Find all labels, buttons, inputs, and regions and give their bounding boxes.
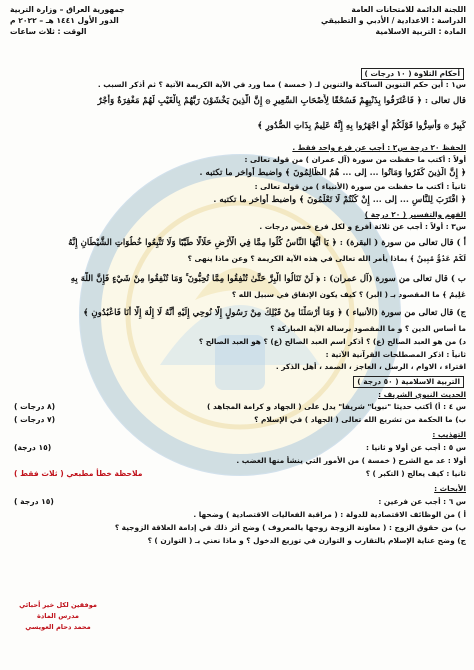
header-time: الوقت : ثلاث ساعات xyxy=(10,27,87,36)
q3-branch-a-part1: أ ) قال تعالى من سورة ( البقرة) : ﴿ يَا أَيُّهَا النَّاسُ كُلُوا مِمَّا فِي الْأَرْضِ حَلَالًا طَيِّبًا وَلَا تَتَّبِعُوا خُطُوَاتِ الشَّيْطَانِ إِنَّهُ xyxy=(68,238,466,248)
question-5-first: أولا : عد مع الشرح ( خمسة ) من الأمور التي ينشأ منها الغضب . xyxy=(236,456,466,465)
question-4b: ب) ما الحكمة من تشريع الله تعالى ( الجهاد ) في الإسلام ؟ xyxy=(254,415,466,424)
teacher-signature xyxy=(8,600,108,633)
section-research: الأبحاث : xyxy=(434,484,466,493)
q3-branch-a-part2: لَكُمْ عَدُوٌّ مُبِينٌ ﴾ بماذا يأمر الله تعالى في هذه الآية الكريمة ؟ وعن ماذا ينهى ؟ xyxy=(187,254,466,263)
q3-branch-b-part1: ب ) قال تعالى من سورة (آل عمران) : ﴿ لَنْ تَنَالُوا الْبِرَّ حَتَّىٰ تُنْفِقُوا مِمَّا تُحِبُّونَ ۚ وَمَا تُنْفِقُوا مِنْ شَيْءٍ فَإِنَّ اللَّهَ بِهِ xyxy=(70,274,466,284)
header-ministry: جمهورية العراق – وزارة التربية xyxy=(10,5,125,14)
signature-role: مدرس المادة xyxy=(37,612,79,620)
signature-greeting: موفقين لكل خير أحبائي xyxy=(19,601,97,609)
section-tahdheeb: التهذيب : xyxy=(432,430,466,439)
q4b-marks: ( ٧ درجات) xyxy=(14,415,56,424)
signature-name: محمد دحام العويسي xyxy=(25,623,91,631)
q3-branch-d: د) من هو العبد الصالح (ع) ؟ أذكر اسم العبد الصالح (ع) ؟ هو العبد الصالح ؟ xyxy=(198,337,466,346)
header-session: الدور الأول ١٤٤١ هـ – ٢٠٢٢ م xyxy=(10,16,119,25)
section-islamic-education: التربية الاسلامية ( ٥٠ درجة ) xyxy=(353,376,464,388)
section-hadith: الحديث النبوي الشريف : xyxy=(378,390,466,399)
q3-branch-c-part2: ما أساس الدين ؟ و ما المقصود برسالة الآية المباركة ؟ xyxy=(270,324,466,333)
q6-branch-b: ب) من حقوق الزوج : ( معاونة الزوجة زوجها بالمعروف ) وضح أثر ذلك في إدامة العلاقة الزوجية ؟ xyxy=(114,523,466,532)
q3-branch-b-part2: عَلِيمٌ ﴾ ما المقصود بـ ( البر) ؟ كيف يكون الإنفاق في سبيل الله ؟ xyxy=(231,290,466,299)
question-4a: س ٤ : أ) أكتب حديثا "نبويا" شريفا" يدل على ( الجهاد و كرامة المجاهد ) xyxy=(207,402,466,411)
question-1: س١ : أين حكم التنوين الساكنة والتنوين لـ ( خمسة ) مما ورد في الآية الكريمة الآتية ؟ ثم أذكر السبب . xyxy=(97,80,466,89)
question-6: س ٦ : أجب عن فرعين : xyxy=(378,497,466,506)
memorization-option-2: ثانياً : أكتب ما حفظت من سورة (الأنبياء ) من قوله تعالى : xyxy=(254,182,466,191)
header-subject: المادة : التربية الاسلامية xyxy=(375,27,466,36)
q6-branch-a: أ ) من الوظائف الاقتصادية للدولة : ( مراقبة الفعاليات الاقتصادية ) وضحها . xyxy=(193,510,466,519)
question-5: س ٥ : أجب عن أولا و ثانيا : xyxy=(366,443,466,452)
verse-q1-part1: قال تعالى : ﴿ فَاعْتَرَفُوا بِذَنْبِهِمْ فَسُحْقًا لِأَصْحَابِ السَّعِيرِ ۞ إِنَّ الَّذِينَ يَخْشَوْنَ رَبَّهُمْ بِالْغَيْبِ لَهُمْ مَغْفِرَةٌ وَأَجْرٌ xyxy=(97,96,466,106)
memorization-verse-2: ﴿ اقْتَرَبَ لِلنَّاسِ ... إلى ... إِنْ كُنْتُمْ لَا تَعْلَمُونَ ﴾ واضبط أواخر ما تكتبه . xyxy=(213,195,466,205)
section-memorization: الحفظ ٢٠ درجة س٢ : أجب عن فرع واحد فقط . xyxy=(292,143,466,152)
memorization-verse-1: ﴿ إِنَّ الَّذِينَ كَفَرُوا وَمَاتُوا ... إلى ... هُمُ الظَّالِمُونَ ﴾ واضبط أواخر ما تكتبه . xyxy=(199,168,466,178)
q3-terms-instruction: ثانياً : اذكر المصطلحات القرآنية الآتية : xyxy=(325,350,466,359)
q6-marks: ( ١٥ درجة) xyxy=(14,497,54,506)
q4a-marks: ( ٨ درجات) xyxy=(14,402,56,411)
verse-q1-part2: كَبِيرٌ ۞ وَأَسِرُّوا قَوْلَكُمْ أَوِ اجْهَرُوا بِهِ إِنَّهُ عَلِيمٌ بِذَاتِ الصُّدُورِ ﴾ xyxy=(257,121,466,131)
q5-marks: (١٥ درجة) xyxy=(14,443,52,452)
question-3: س٣ : أولاً : أجب عن ثلاثة أفرع و لكل فرع خمس درجات . xyxy=(259,222,466,231)
q3-terms-list: اقتراء ، الاوام ، الرسل ، العاجز ، الصمد ، أهل الذكر . xyxy=(275,362,466,371)
section-tajweed-title: أحكام التلاوة ( ١٠ درجات ) xyxy=(361,68,464,80)
header-committee: اللجنة الدائمة للامتحانات العامة xyxy=(351,5,466,14)
question-5-second: ثانيا : كيف يعالج ( التكبر ) ؟ xyxy=(365,469,466,478)
correction-note: ( ملاحظة خطأ مطبعي ( ثلاث فقط xyxy=(14,469,143,478)
header-study: الدراسة : الاعدادية / الأدبي و التطبيقي xyxy=(320,16,466,25)
memorization-option-1: أولاً : أكتب ما حفظت من سورة (آل عمران ) من قوله تعالى : xyxy=(244,155,466,164)
q6-branch-c: ج) وضح عناية الإسلام بالتقارب و التوازن في توزيع الدخول ؟ و ماذا نعني بـ ( التوازن ) ؟ xyxy=(147,536,466,545)
section-tafseer: الفهم والتفسير ( ٢٠ درجة ) xyxy=(364,210,466,219)
q3-branch-c-part1: ج) قال تعالى من سورة (الأنبياء ) ﴿ وَمَا أَرْسَلْنَا مِنْ قَبْلِكَ مِنْ رَسُولٍ إِلَّا نُوحِي إِلَيْهِ أَنَّهُ لَا إِلَٰهَ إِلَّا أَنَا فَاعْبُدُونِ ﴾ xyxy=(83,308,466,318)
